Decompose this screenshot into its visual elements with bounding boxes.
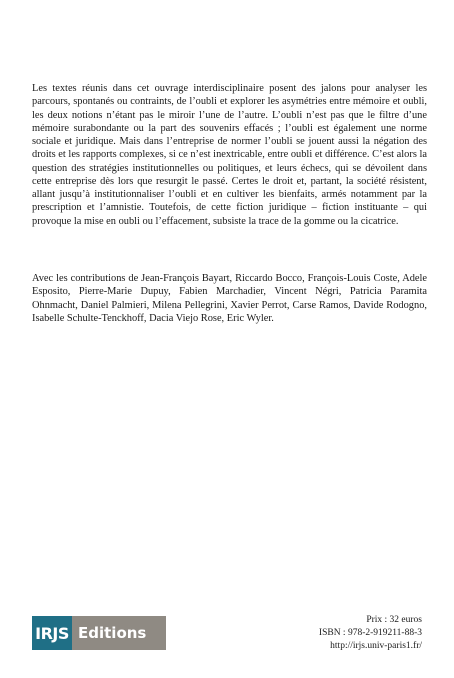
publication-info <box>319 614 422 653</box>
publisher-logo-text: Editions <box>72 616 166 650</box>
publisher-logo-mark: IRJS <box>32 616 72 650</box>
contributors-paragraph: Avec les contributions de Jean-François Bayart, Riccardo Bocco, François-Louis Coste, Adele Esposito, Pierre-Marie Dupuy, Fabien Marchadier, Vincent Négri, Patricia Paramita Ohnmacht, Daniel Palmieri, Milena Pellegrini, Xavier Perrot, Carse Ramos, Davide Rodogno, Isabelle Schulte-Tenckhoff, Dacia Viejo Rose, Eric Wyler. <box>32 273 427 324</box>
price-text: Prix : 32 euros <box>366 615 422 625</box>
publisher-logo <box>32 616 166 650</box>
summary-paragraph: Les textes réunis dans cet ouvrage interdisciplinaire posent des jalons pour analyser les parcours, spontanés ou contraints, de l’oubli et explorer les asymétries entre mémoire et oubli, les deux notions n’étant pas le miroir l’une de l’autre. L’oubli n’est pas que le filtre d’une mémoire surabondante ou la part des souvenirs effacés ; l’oubli est également une norme sociale et juridique. Mais dans l’entreprise de normer l’oubli se jouent aussi la négation des droits et les rapports complexes, si ce n’est inextricable, entre oubli et différence. C’est alors la question des stratégies institutionnelles ou politiques, et leurs échecs, qui se dévoilent dans cette entreprise dès lors que resurgit le passé. Certes le droit et, partant, la société résistent, allant jusqu’à institutionnaliser l’oubli et en cultiver les bienfaits, armés notamment par la prescription et l’amnistie. Toutefois, de cette fiction juridique – fiction instituante – qui provoque la mise en oubli ou l’effacement, subsiste la trace de la gomme ou la cicatrice. <box>32 83 427 227</box>
website-url[interactable]: http://irjs.univ-paris1.fr/ <box>330 641 422 651</box>
isbn-text: ISBN : 978-2-919211-88-3 <box>318 628 422 638</box>
